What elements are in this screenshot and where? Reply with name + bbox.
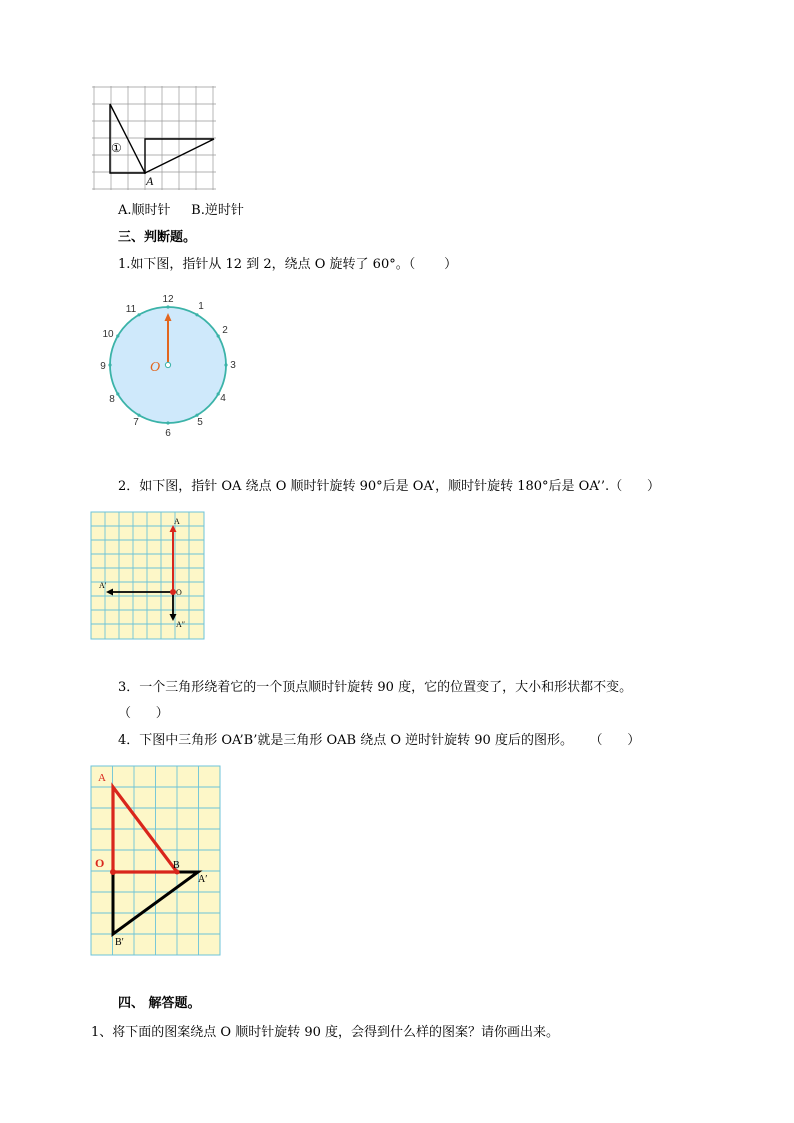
clock-number-3: 3 [230,360,236,371]
label-o: O [176,588,182,597]
triangle-label-1: ① [111,141,122,155]
clock-number-1: 1 [198,301,204,312]
question-3-1: 1.如下图，指针从 12 到 2，绕点 O 旋转了 60°。（ ） [118,257,458,272]
triangle-1 [110,104,145,173]
point-label-a: A [146,174,154,188]
clock-center [165,362,170,367]
clock-figure [92,290,244,442]
options-line: A.顺时针 B.逆时针 [118,203,244,218]
clock-number-11: 11 [125,304,137,315]
section-4-heading: 四、 解答题。 [118,996,201,1011]
label-a-prime: A′ [99,581,107,590]
label-a: A [98,772,106,784]
question-3-3: 3．一个三角形绕着它的一个顶点顺时针旋转 90 度，它的位置变了，大小和形状都不变。 [118,680,633,695]
clock-number-8: 8 [109,394,115,405]
question-3-2: 2．如下图，指针 OA 绕点 O 顺时针旋转 90°后是 OA’，顺时针旋转 180°后是 OA’’.（ ） [118,479,660,494]
clock-number-10: 10 [102,329,114,340]
clock-number-4: 4 [220,393,226,404]
label-b-prime: B′ [115,937,124,948]
clock-number-12: 12 [162,294,174,305]
point-o [110,869,116,875]
rotation-grid-figure-top [90,84,220,192]
clock-number-5: 5 [197,417,203,428]
section-3-heading: 三、判断题。 [118,230,197,245]
clock-number-2: 2 [222,325,228,336]
question-4-1: 1、将下面的图案绕点 O 顺时针旋转 90 度，会得到什么样的图案？请你画出来。 [91,1025,560,1040]
label-a-prime: A′ [198,874,208,885]
label-o: O [95,856,105,870]
clock-number-6: 6 [165,428,171,439]
label-b: B [173,860,180,871]
question-3-3-paren: （ ） [118,706,169,721]
clock-center-label: O [150,360,161,375]
question-3-4: 4．下图中三角形 OA’B’就是三角形 OAB 绕点 O 逆时针旋转 90 度后的图形。 （ ） [118,733,641,748]
clock-number-7: 7 [133,417,139,428]
clock-number-9: 9 [100,361,106,372]
label-a: A [174,517,180,526]
label-a-double-prime: A″ [176,620,186,629]
triangle-2 [145,139,214,173]
grid-figure-q2 [90,511,205,641]
grid-figure-q4 [90,765,222,957]
